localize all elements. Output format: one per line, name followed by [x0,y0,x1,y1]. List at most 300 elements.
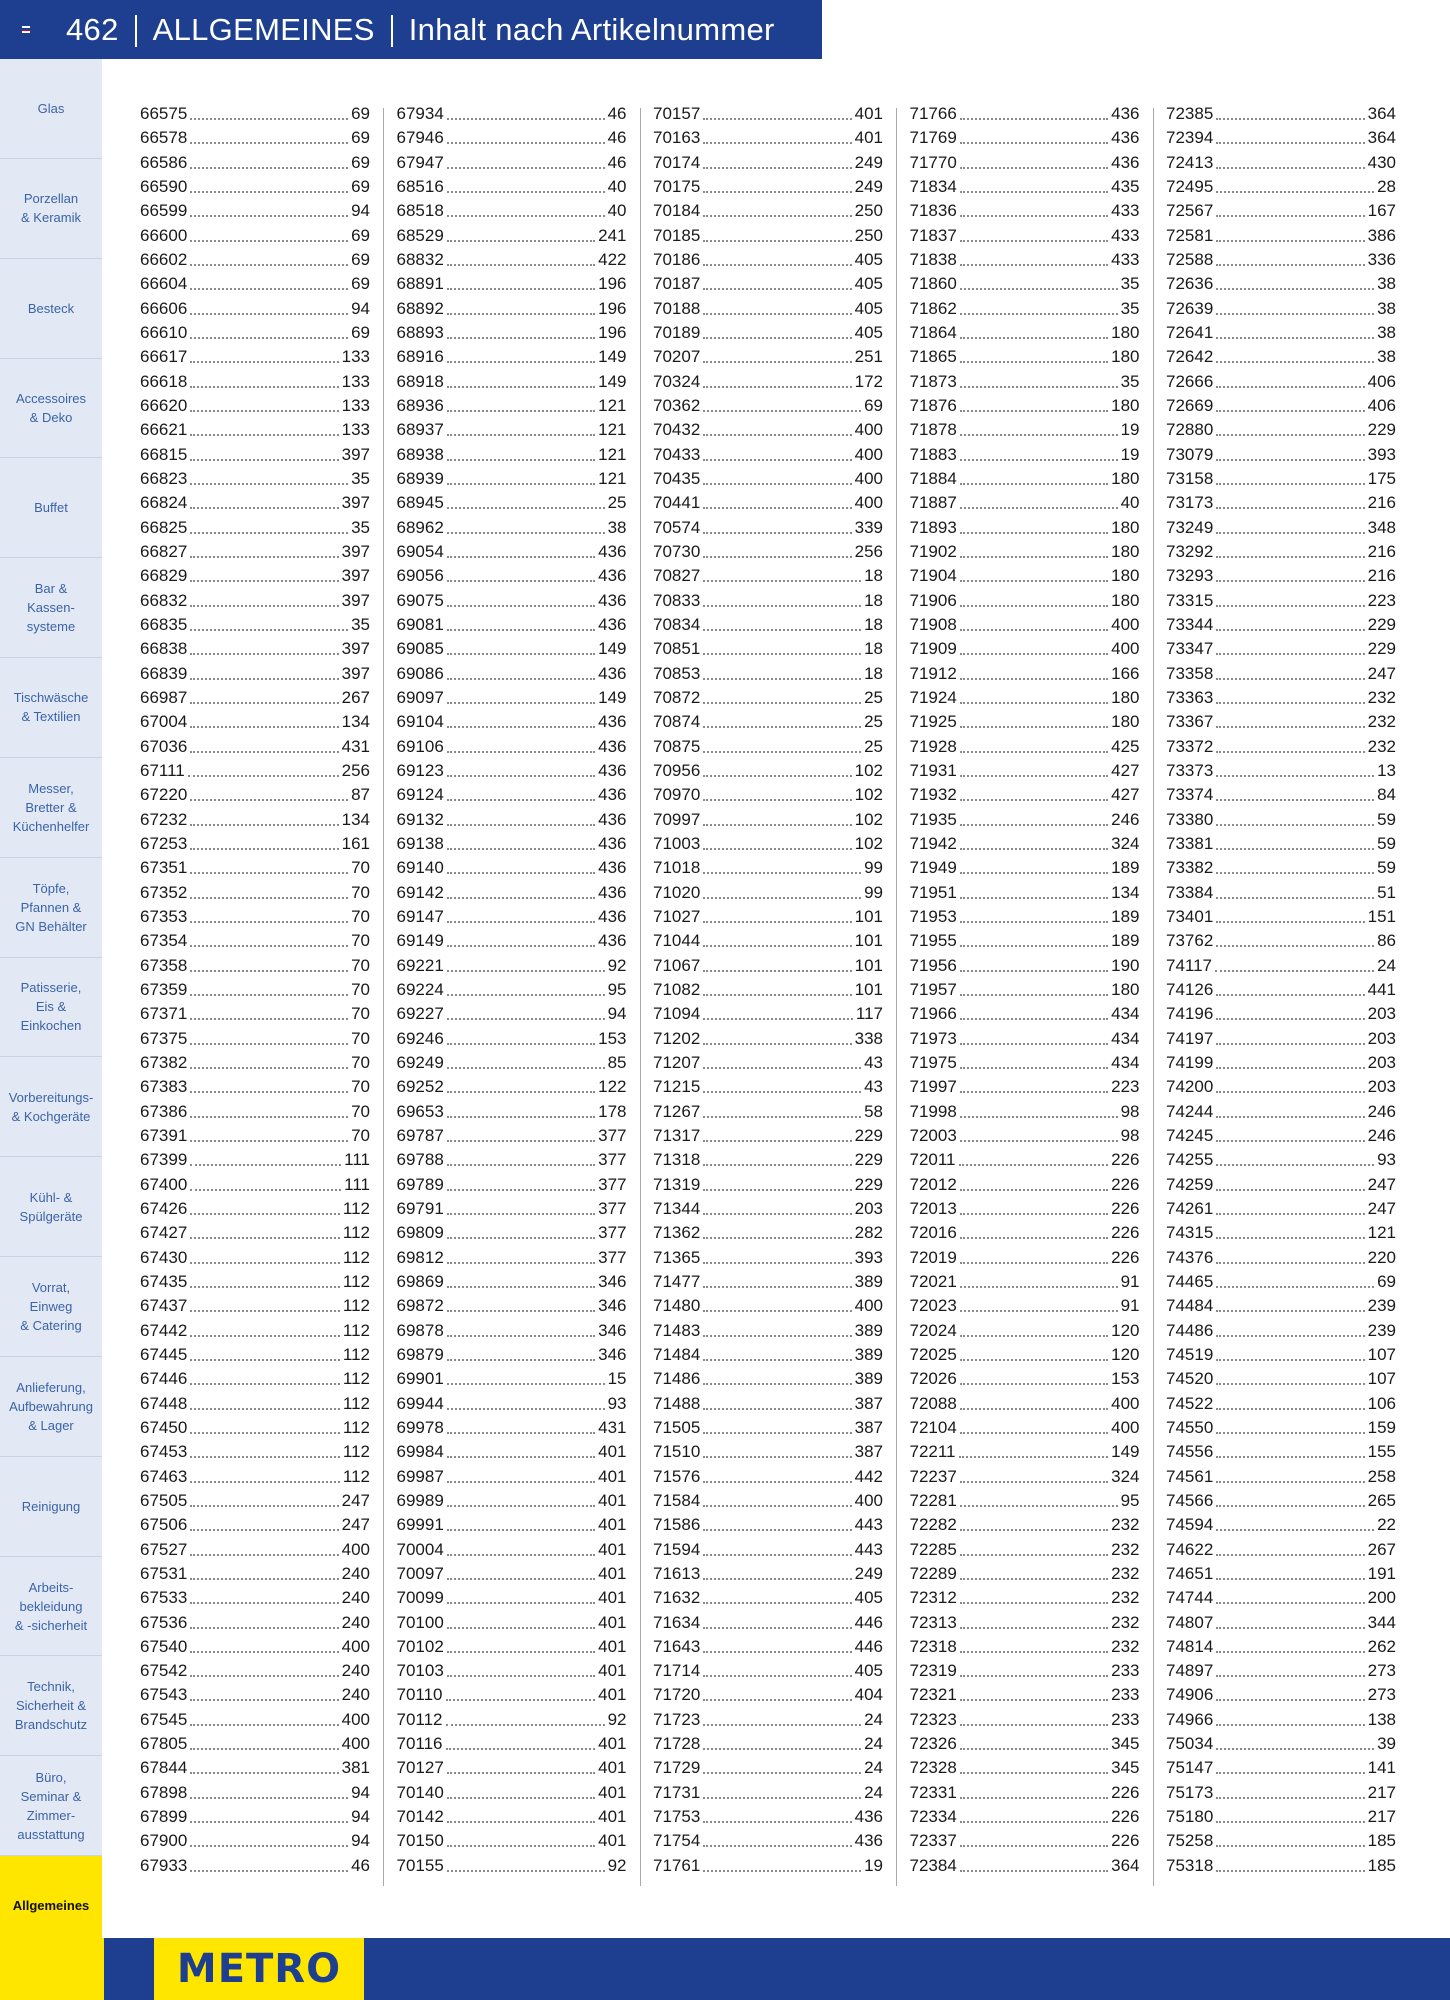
index-row [1166,662,1396,686]
sidebar-tab[interactable] [0,59,102,159]
page-reference: 246 [1111,809,1140,829]
dot-leader [190,1505,338,1507]
sidebar-tab-label: Töpfe, Pfannen & GN Behälter [15,880,87,934]
page-reference: 25 [864,688,883,708]
dot-leader [447,653,595,655]
article-number: 72642 [1166,347,1214,367]
index-row [653,978,883,1002]
dot-leader [960,872,1108,874]
article-number: 70142 [396,1807,444,1827]
article-number: 69991 [396,1515,444,1535]
dot-leader [190,848,338,850]
article-number: 67505 [140,1490,188,1510]
dot-leader [960,313,1118,315]
dot-leader [447,459,595,461]
article-number: 71344 [653,1198,701,1218]
page-reference: 161 [341,834,370,853]
article-number: 71876 [909,396,957,416]
dot-leader [703,1091,861,1093]
index-row [1166,637,1396,661]
page-reference: 39 [1377,1734,1396,1754]
page-reference: 400 [854,469,883,489]
dot-leader [703,1140,851,1142]
dot-leader [703,483,851,485]
dot-leader [959,1164,1109,1166]
article-number: 71634 [653,1612,701,1632]
index-row [397,151,627,175]
page-reference: 405 [854,1588,883,1608]
dot-leader [1216,1189,1364,1191]
sidebar-tab-label: Besteck [27,300,75,316]
index-row [1166,1562,1396,1586]
index-row [653,1221,883,1245]
article-number: 69140 [396,858,444,878]
index-row [653,126,883,150]
article-number: 75180 [1166,1807,1214,1827]
article-number: 71754 [653,1831,701,1851]
article-number: 69984 [396,1442,444,1462]
index-row [140,540,370,564]
index-row [653,321,883,345]
index-row [1166,1075,1396,1099]
index-row [910,1732,1140,1756]
dot-leader [447,1845,595,1847]
dot-leader [446,1724,605,1726]
page-reference: 155 [1367,1442,1396,1462]
page-reference: 101 [854,906,883,926]
article-number: 71714 [653,1661,701,1681]
page-reference: 443 [854,1515,883,1535]
index-row [397,199,627,223]
page-reference: 112 [342,1320,370,1340]
page-reference: 134 [341,712,370,732]
page-reference: 223 [1367,590,1396,610]
article-number: 71484 [653,1344,701,1364]
index-row [653,881,883,905]
page-reference: 389 [854,1344,883,1364]
page-reference: 436 [598,809,627,829]
dot-leader [190,434,338,436]
sidebar-tab[interactable] [0,1457,102,1557]
page-reference: 364 [1111,1855,1140,1875]
dot-leader [703,1383,851,1385]
article-number: 66617 [140,347,188,367]
dot-leader [190,288,348,290]
dot-leader [703,872,861,874]
article-number: 74126 [1166,979,1214,999]
sidebar-tab[interactable] [0,1656,102,1756]
sidebar-tab[interactable] [0,1157,102,1257]
article-number: 68962 [396,517,444,537]
index-row [910,418,1140,442]
article-number: 68529 [396,225,444,245]
page-reference: 112 [342,1442,370,1462]
dot-leader [960,1383,1108,1385]
page-reference: 250 [854,225,883,245]
sidebar-tab-label: Anlieferung, Aufbewahrung & Lager [9,1379,93,1433]
page-reference: 400 [854,493,883,513]
dot-leader [703,556,851,558]
page-reference: 22 [1377,1515,1396,1535]
page-reference: 436 [598,542,627,562]
article-number: 73373 [1166,761,1214,781]
page-reference: 400 [341,1636,370,1656]
index-row [140,759,370,783]
article-number: 71838 [909,250,957,270]
index-row [397,467,627,491]
index-row [1166,1708,1396,1732]
page-reference: 405 [854,323,883,343]
dot-leader [960,1189,1108,1191]
index-row [397,686,627,710]
index-row [397,1075,627,1099]
article-number: 72331 [909,1782,957,1802]
index-row [653,1781,883,1805]
index-row [1166,1318,1396,1342]
article-number: 71632 [653,1588,701,1608]
index-row [397,1099,627,1123]
dot-leader [1216,1481,1364,1483]
index-row [1166,735,1396,759]
page-reference: 406 [1367,396,1396,416]
page-reference: 256 [341,761,370,781]
article-number: 70127 [396,1758,444,1778]
article-number: 67898 [140,1782,188,1802]
dot-leader [190,1432,340,1434]
dot-leader [1216,483,1364,485]
article-number: 69788 [396,1150,444,1170]
dot-leader [190,337,348,339]
index-row [397,783,627,807]
sidebar-tab[interactable] [0,758,102,858]
article-number: 71319 [653,1174,701,1194]
index-row [140,1610,370,1634]
sidebar-tab[interactable] [0,1357,102,1457]
dot-leader [703,167,851,169]
sidebar-tab[interactable] [0,1057,102,1157]
page-reference: 112 [342,1271,370,1291]
index-row [397,759,627,783]
page-reference: 405 [854,250,883,270]
dot-leader [190,1408,340,1410]
page-reference: 240 [341,1661,370,1681]
page-reference: 436 [854,1831,883,1851]
page-reference: 431 [598,1417,627,1437]
article-number: 71729 [653,1758,701,1778]
page-reference: 400 [1111,1393,1140,1413]
index-row [653,1562,883,1586]
index-row [140,1270,370,1294]
sidebar-tab[interactable] [0,658,102,758]
dot-leader [703,215,851,217]
index-row [910,297,1140,321]
article-number: 74196 [1166,1004,1214,1024]
page-reference: 389 [854,1369,883,1389]
article-number: 69978 [396,1417,444,1437]
dot-leader [703,1505,851,1507]
page-reference: 203 [1367,1028,1396,1048]
sidebar-tab[interactable] [0,858,102,958]
dot-leader [1216,1456,1364,1458]
page-reference: 94 [351,1831,370,1851]
index-row [653,1489,883,1513]
dot-leader [703,1164,851,1166]
page-reference: 400 [1111,615,1140,635]
page-reference: 19 [1120,420,1140,440]
article-number: 68832 [396,250,444,270]
index-row [397,540,627,564]
article-number: 69123 [396,761,444,781]
dot-leader [1216,1602,1364,1604]
dot-leader [190,361,338,363]
page-reference: 216 [1367,493,1396,513]
dot-leader [703,1310,851,1312]
page-reference: 19 [1120,444,1140,464]
article-number: 71932 [909,785,957,805]
article-number: 70175 [653,177,701,197]
dot-leader [190,1018,348,1020]
page-reference: 149 [1111,1442,1140,1462]
dot-leader [1216,1699,1364,1701]
page-reference: 232 [1111,1612,1140,1632]
article-number: 71966 [909,1004,957,1024]
index-row [397,491,627,515]
index-row [910,1489,1140,1513]
sidebar-tab[interactable] [0,1756,102,1856]
article-number: 69901 [396,1369,444,1389]
sidebar-tab[interactable] [0,1257,102,1357]
article-number: 74465 [1166,1271,1214,1291]
index-row [653,1464,883,1488]
sidebar-tab[interactable] [0,259,102,359]
index-row [140,491,370,515]
index-row [140,321,370,345]
index-row [653,783,883,807]
dot-leader [703,1724,861,1726]
article-number: 70163 [653,128,701,148]
article-number: 67445 [140,1344,188,1364]
dot-leader [960,1651,1108,1653]
article-number: 67453 [140,1442,188,1462]
article-number: 73380 [1166,809,1214,829]
index-row [653,1537,883,1561]
index-row [910,686,1140,710]
article-number: 74814 [1166,1636,1214,1656]
index-row [653,467,883,491]
article-number: 71878 [909,420,957,440]
dot-leader [447,507,605,509]
dot-leader [1216,313,1374,315]
index-row [1166,1270,1396,1294]
article-number: 71477 [653,1271,701,1291]
dot-leader [703,1189,851,1191]
index-row [397,1732,627,1756]
index-row [140,1294,370,1318]
dot-leader [703,921,851,923]
article-number: 70188 [653,298,701,318]
article-number: 70435 [653,469,701,489]
dot-leader [703,1772,861,1774]
page-reference: 180 [1111,347,1140,367]
index-row [397,953,627,977]
page-reference: 106 [1367,1393,1396,1413]
article-number: 70827 [653,566,701,586]
index-row [397,1440,627,1464]
dot-leader [960,799,1108,801]
page-reference: 436 [598,906,627,926]
dot-leader [703,1018,853,1020]
article-number: 72019 [909,1247,957,1267]
article-number: 70103 [396,1661,444,1681]
sidebar-tab-label: Porzellan & Keramik [21,191,81,226]
page-reference: 229 [1367,615,1396,635]
page-reference: 91 [1120,1296,1140,1316]
page-reference: 94 [351,201,370,221]
article-number: 66578 [140,128,188,148]
page-reference: 348 [1367,517,1396,537]
sidebar-tab-label: Technik, Sicherheit & Brandschutz [14,1679,88,1733]
page-reference: 431 [341,736,370,756]
article-number: 74906 [1166,1685,1214,1705]
page-reference: 98 [1120,1101,1140,1121]
dot-leader [190,629,348,631]
index-row [910,443,1140,467]
index-row [140,832,370,856]
article-number: 71953 [909,906,957,926]
article-number: 71942 [909,834,957,853]
index-row [653,929,883,953]
page-reference: 223 [1111,1077,1140,1097]
page-reference: 401 [598,1758,627,1778]
sidebar-tab[interactable] [0,359,102,459]
index-row [1166,370,1396,394]
article-number: 71728 [653,1734,701,1754]
dot-leader [1216,191,1374,193]
article-number: 71094 [653,1004,701,1024]
article-number: 66621 [140,420,188,440]
article-number: 69987 [396,1466,444,1486]
dot-leader [1216,897,1374,899]
article-number: 70157 [653,104,701,124]
page-reference: 117 [855,1004,883,1024]
article-number: 67805 [140,1734,188,1754]
index-row [910,1416,1140,1440]
index-row [653,1416,883,1440]
index-row [910,1026,1140,1050]
page-reference: 436 [598,858,627,878]
index-row [140,978,370,1002]
dot-leader [960,556,1108,558]
article-number: 67442 [140,1320,188,1340]
page-reference: 101 [854,955,883,975]
index-row [140,856,370,880]
sidebar-tab[interactable] [0,558,102,658]
page-reference: 86 [1377,931,1396,951]
article-number: 72289 [909,1563,957,1583]
page-reference: 427 [1111,761,1140,781]
sidebar-tab[interactable] [0,159,102,259]
index-row [910,1610,1140,1634]
index-row [1166,710,1396,734]
article-number: 66600 [140,225,188,245]
dot-leader [447,1578,595,1580]
page-reference: 175 [1367,469,1396,489]
dot-leader [1216,921,1364,923]
page-reference: 112 [342,1369,370,1389]
index-row [140,1075,370,1099]
index-row [1166,491,1396,515]
article-number: 67400 [140,1174,188,1194]
page-reference: 185 [1367,1855,1396,1875]
page-reference: 442 [854,1466,883,1486]
dot-leader [447,410,595,412]
index-row [653,1172,883,1196]
article-number: 66575 [140,104,188,124]
page-reference: 102 [854,785,883,805]
index-row [397,1221,627,1245]
article-number: 71207 [653,1052,701,1072]
index-row [653,856,883,880]
article-number: 67899 [140,1807,188,1827]
page-reference: 151 [1367,906,1396,926]
index-row [140,1635,370,1659]
dot-leader [703,824,851,826]
index-row [397,1635,627,1659]
index-row [1166,1513,1396,1537]
index-row [910,1051,1140,1075]
article-number: 74244 [1166,1101,1214,1121]
index-row [397,1391,627,1415]
sidebar-tab[interactable] [0,458,102,558]
index-row [653,175,883,199]
sidebar-tab[interactable] [0,1557,102,1657]
page-reference: 18 [864,590,883,610]
article-number: 74255 [1166,1150,1214,1170]
page-reference: 397 [341,566,370,586]
article-number: 69789 [396,1174,444,1194]
index-row [653,370,883,394]
article-number: 71949 [909,858,957,878]
page-reference: 180 [1111,712,1140,732]
article-number: 68939 [396,469,444,489]
article-number: 71998 [909,1101,957,1121]
index-row [397,1002,627,1026]
index-row [397,1489,627,1513]
article-number: 71267 [653,1101,701,1121]
dot-leader [703,994,851,996]
page-reference: 112 [342,1247,370,1267]
dot-leader [1216,215,1364,217]
flag-icon [22,26,30,33]
sidebar-tab[interactable] [0,958,102,1058]
dot-leader [447,240,595,242]
index-row [397,1756,627,1780]
page-reference: 133 [341,396,370,416]
article-number: 68516 [396,177,444,197]
dot-leader [447,1651,595,1653]
dot-leader [960,1627,1108,1629]
dot-leader [190,1189,341,1191]
index-row [653,1270,883,1294]
index-row [653,905,883,929]
article-number: 66815 [140,444,188,464]
index-row [1166,1756,1396,1780]
article-number: 66604 [140,274,188,294]
article-number: 69252 [396,1077,444,1097]
page-reference: 159 [1367,1417,1396,1437]
page-reference: 401 [598,1612,627,1632]
article-number: 69653 [396,1101,444,1121]
